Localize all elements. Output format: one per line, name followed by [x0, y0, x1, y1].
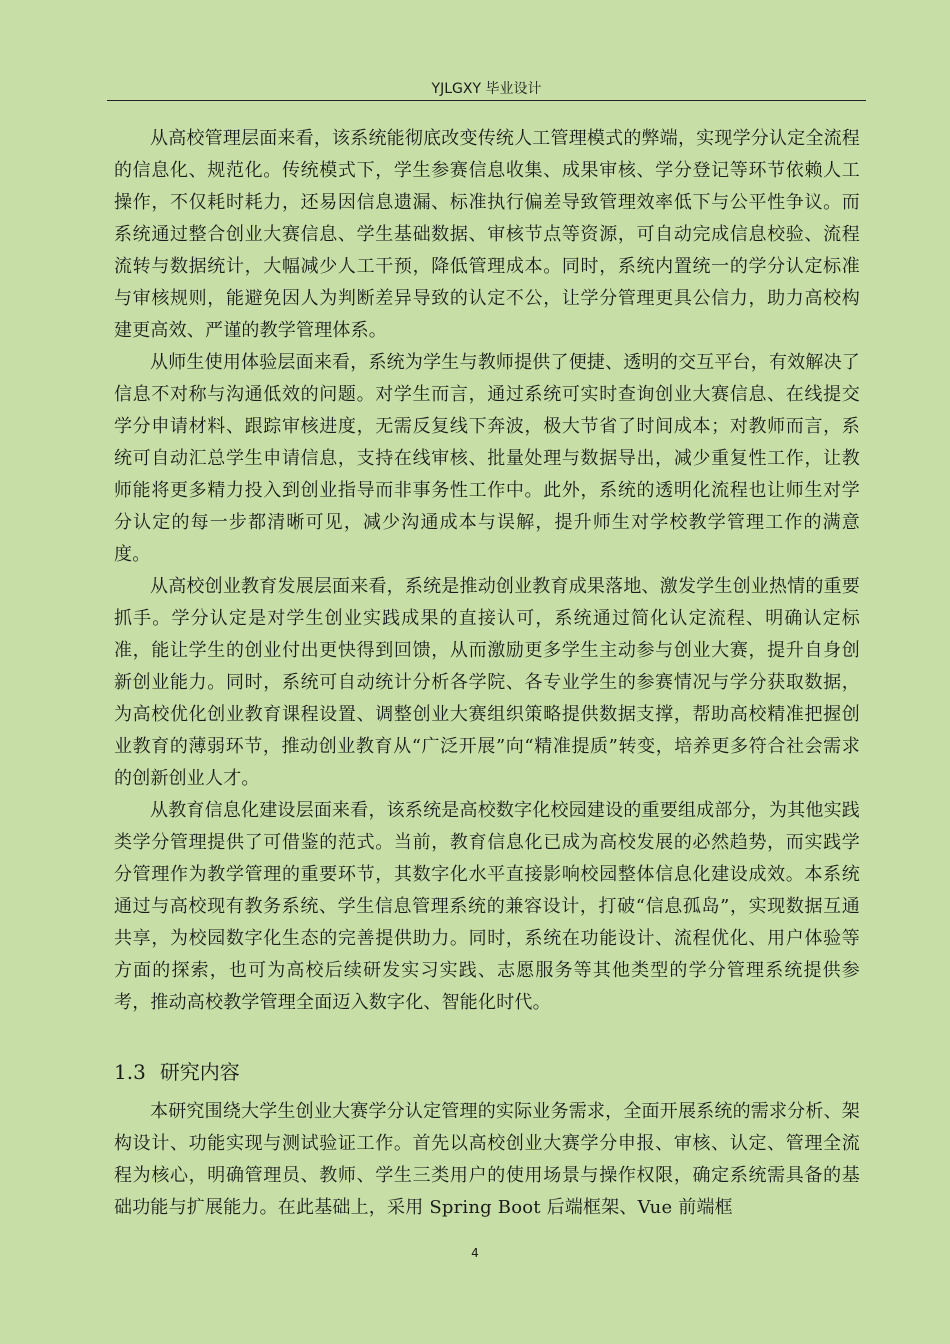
paragraph: 从高校管理层面来看，该系统能彻底改变传统人工管理模式的弊端，实现学分认定全流程的信息化、规范化。传统模式下，学生参赛信息收集、成果审核、学分登记等环节依赖人工操作，不仅耗时耗力，还易因信息遗漏、标准执行偏差导致管理效率低下与公平性争议。而系统通过整合创业大赛信息、学生基础数据、审核节点等资源，可自动完成信息校验、流程流转与数据统计，大幅减少人工干预，降低管理成本。同时，系统内置统一的学分认定标准与审核规则，能避免因人为判断差异导致的认定不公，让学分管理更具公信力，助力高校构建更高效、严谨的教学管理体系。: [114, 128, 860, 341]
header-divider: [107, 100, 866, 101]
body-text: [114, 123, 860, 1019]
section-body: [114, 1096, 860, 1224]
section-number: 1.3: [114, 1060, 146, 1084]
paragraph: 从高校创业教育发展层面来看，系统是推动创业教育成果落地、激发学生创业热情的重要抓手。学分认定是对学生创业实践成果的直接认可，系统通过简化认定流程、明确认定标准，能让学生的创业付出更快得到回馈，从而激励更多学生主动参与创业大赛，提升自身创新创业能力。同时，系统可自动统计分析各学院、各专业学生的参赛情况与学分获取数据，为高校优化创业教育课程设置、调整创业大赛组织策略提供数据支撑，帮助高校精准把握创业教育的薄弱环节，推动创业教育从“广泛开展”向“精准提质”转变，培养更多符合社会需求的创新创业人才。: [114, 576, 860, 789]
paragraph: 从师生使用体验层面来看，系统为学生与教师提供了便捷、透明的交互平台，有效解决了信息不对称与沟通低效的问题。对学生而言，通过系统可实时查询创业大赛信息、在线提交学分申请材料、跟踪审核进度，无需反复线下奔波，极大节省了时间成本；对教师而言，系统可自动汇总学生申请信息，支持在线审核、批量处理与数据导出，减少重复性工作，让教师能将更多精力投入到创业指导而非事务性工作中。此外，系统的透明化流程也让师生对学分认定的每一步都清晰可见，减少沟通成本与误解，提升师生对学校教学管理工作的满意度。: [114, 352, 860, 565]
paragraph: 从教育信息化建设层面来看，该系统是高校数字化校园建设的重要组成部分，为其他实践类学分管理提供了可借鉴的范式。当前，教育信息化已成为高校发展的必然趋势，而实践学分管理作为教学管理的重要环节，其数字化水平直接影响校园整体信息化建设成效。本系统通过与高校现有教务系统、学生信息管理系统的兼容设计，打破“信息孤岛”，实现数据互通共享，为校园数字化生态的完善提供助力。同时，系统在功能设计、流程优化、用户体验等方面的探索，也可为高校后续研发实习实践、志愿服务等其他类型的学分管理系统提供参考，推动高校教学管理全面迈入数字化、智能化时代。: [114, 800, 860, 1013]
paragraph: 本研究围绕大学生创业大赛学分认定管理的实际业务需求，全面开展系统的需求分析、架构设计、功能实现与测试验证工作。首先以高校创业大赛学分申报、审核、认定、管理全流程为核心，明确管理员、教师、学生三类用户的使用场景与操作权限，确定系统需具备的基础功能与扩展能力。在此基础上，采用 Spring Boot 后端框架、Vue 前端框: [114, 1101, 860, 1218]
section-title: 研究内容: [159, 1060, 240, 1084]
page-header: YJLGXY 毕业设计: [431, 81, 542, 97]
section-heading: [114, 1056, 240, 1088]
page-number: 4: [471, 1246, 479, 1260]
